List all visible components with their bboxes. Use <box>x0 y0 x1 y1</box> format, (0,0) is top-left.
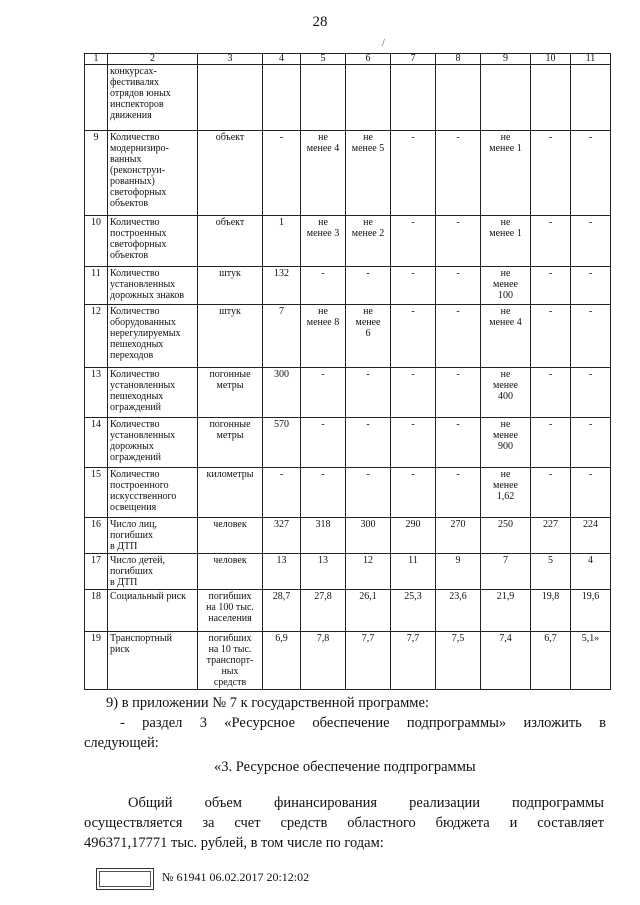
table-cell: 19 <box>85 632 108 690</box>
table-cell: 5 <box>531 554 571 590</box>
table-cell: - <box>263 131 301 216</box>
table-cell: - <box>436 216 481 267</box>
table-cell: - <box>436 267 481 305</box>
table-row <box>85 518 611 554</box>
table-cell: 5,1» <box>571 632 611 690</box>
table-row <box>85 267 611 305</box>
table-cell: штук <box>198 267 263 305</box>
body-line-3: 496371,17771 тыс. рублей, в том числе по годам: <box>84 835 384 851</box>
table-cell: 10 <box>85 216 108 267</box>
table-row <box>85 468 611 518</box>
table-cell: - <box>391 267 436 305</box>
header-cell: 7 <box>391 54 436 65</box>
table-cell: - <box>436 468 481 518</box>
table-cell <box>85 65 108 131</box>
table-cell: 13 <box>85 368 108 418</box>
table-cell: - <box>346 418 391 468</box>
table-cell: - <box>571 267 611 305</box>
table-cell: - <box>391 131 436 216</box>
table-cell: погонные метры <box>198 368 263 418</box>
indicator-name-cell: конкурсах- фестивалях отрядов юных инспекторов движения <box>108 65 198 131</box>
table-cell <box>198 65 263 131</box>
table-cell: погибших на 10 тыс. транспорт- ных средств <box>198 632 263 690</box>
indicator-name-cell: Количество построенных светофорных объектов <box>108 216 198 267</box>
table-cell: не менее 4 <box>301 131 346 216</box>
table-row <box>85 418 611 468</box>
header-cell: 11 <box>571 54 611 65</box>
table-cell: - <box>571 131 611 216</box>
table-row <box>85 131 611 216</box>
table-row <box>85 554 611 590</box>
table-cell: штук <box>198 305 263 368</box>
table-cell <box>346 65 391 131</box>
table-cell: 15 <box>85 468 108 518</box>
header-cell: 6 <box>346 54 391 65</box>
table-row <box>85 632 611 690</box>
header-cell: 8 <box>436 54 481 65</box>
table-cell: 26,1 <box>346 590 391 632</box>
table-cell: погонные метры <box>198 418 263 468</box>
indicator-name-cell: Количество установленных пешеходных ограждений <box>108 368 198 418</box>
table-cell: не менее 6 <box>346 305 391 368</box>
table-row <box>85 590 611 632</box>
page-number: 28 <box>312 14 328 30</box>
table-cell: - <box>531 131 571 216</box>
table-cell: - <box>571 418 611 468</box>
indicator-name-cell: Количество модернизиро- ванных (реконструи- рованных) светофорных объектов <box>108 131 198 216</box>
header-cell: 3 <box>198 54 263 65</box>
bullet-line-1: - раздел 3 «Ресурсное обеспечение подпрограммы» изложить в <box>120 715 606 731</box>
stamp-image <box>96 868 154 890</box>
table-cell: - <box>391 418 436 468</box>
table-cell: - <box>531 216 571 267</box>
section-heading: «3. Ресурсное обеспечение подпрограммы <box>214 759 476 775</box>
table-cell: 250 <box>481 518 531 554</box>
table-row <box>85 305 611 368</box>
header-cell: 10 <box>531 54 571 65</box>
table-cell <box>301 65 346 131</box>
table-cell: - <box>436 305 481 368</box>
table-cell: не менее 5 <box>346 131 391 216</box>
table-cell: 19,6 <box>571 590 611 632</box>
table-cell: - <box>301 368 346 418</box>
table-cell: 224 <box>571 518 611 554</box>
table-cell: не менее 8 <box>301 305 346 368</box>
header-cell: 1 <box>85 54 108 65</box>
table-cell: 227 <box>531 518 571 554</box>
table-cell: объект <box>198 131 263 216</box>
table-cell: 11 <box>391 554 436 590</box>
table-cell <box>571 65 611 131</box>
table-cell: 327 <box>263 518 301 554</box>
table-cell: 7 <box>263 305 301 368</box>
table-cell: 7,5 <box>436 632 481 690</box>
table-cell: - <box>346 267 391 305</box>
table-cell <box>436 65 481 131</box>
indicator-name-cell: Количество построенного искусственного освещения <box>108 468 198 518</box>
table-cell: километры <box>198 468 263 518</box>
table-cell: 132 <box>263 267 301 305</box>
table-cell <box>481 65 531 131</box>
table-cell: человек <box>198 518 263 554</box>
indicator-name-cell: Число детей, погибших в ДТП <box>108 554 198 590</box>
table-cell: 300 <box>263 368 301 418</box>
table-cell: - <box>346 368 391 418</box>
document-footer: № 61941 06.02.2017 20:12:02 <box>162 870 310 884</box>
table-cell: не менее 3 <box>301 216 346 267</box>
table-cell: 9 <box>436 554 481 590</box>
table-row <box>85 65 611 131</box>
table-cell: - <box>391 468 436 518</box>
table-cell <box>263 65 301 131</box>
indicator-name-cell: Транспортный риск <box>108 632 198 690</box>
table-cell: - <box>436 131 481 216</box>
table-cell: 300 <box>346 518 391 554</box>
table-cell: - <box>531 267 571 305</box>
table-row <box>85 368 611 418</box>
table-cell: - <box>301 468 346 518</box>
table-cell: не менее 900 <box>481 418 531 468</box>
header-cell: 2 <box>108 54 198 65</box>
item-9-line: 9) в приложении № 7 к государственной программе: <box>106 695 429 711</box>
table-cell: 28,7 <box>263 590 301 632</box>
table-cell: - <box>436 418 481 468</box>
header-cell: 9 <box>481 54 531 65</box>
table-cell: - <box>531 418 571 468</box>
table-row <box>85 216 611 267</box>
indicator-name-cell: Социальный риск <box>108 590 198 632</box>
table-cell: 23,6 <box>436 590 481 632</box>
table-cell: 4 <box>571 554 611 590</box>
table-cell: 18 <box>85 590 108 632</box>
table-cell: не менее 1 <box>481 131 531 216</box>
table-cell: не менее 4 <box>481 305 531 368</box>
table-cell: погибших на 100 тыс. населения <box>198 590 263 632</box>
table-header-row <box>85 54 611 65</box>
table-cell: - <box>346 468 391 518</box>
body-line-1: Общий объем финансирования реализации подпрограммы <box>128 795 604 811</box>
table-cell: - <box>571 468 611 518</box>
table-cell: не менее 1,62 <box>481 468 531 518</box>
table-cell: 6,9 <box>263 632 301 690</box>
table-cell: - <box>391 305 436 368</box>
indicator-name-cell: Количество установленных дорожных ограждений <box>108 418 198 468</box>
table-cell: 290 <box>391 518 436 554</box>
table-cell: - <box>531 468 571 518</box>
table-cell: 7,8 <box>301 632 346 690</box>
table-body <box>85 54 611 690</box>
table-cell: 21,9 <box>481 590 531 632</box>
table-cell: 17 <box>85 554 108 590</box>
table-cell: - <box>571 368 611 418</box>
table-cell: 570 <box>263 418 301 468</box>
table-cell: - <box>571 305 611 368</box>
table-cell: - <box>301 267 346 305</box>
bullet-line-2: следующей: <box>84 735 159 751</box>
table-cell: объект <box>198 216 263 267</box>
table-cell: 16 <box>85 518 108 554</box>
table-cell: - <box>531 305 571 368</box>
table-cell: - <box>391 368 436 418</box>
indicator-name-cell: Число лиц, погибших в ДТП <box>108 518 198 554</box>
table-cell: 270 <box>436 518 481 554</box>
table-cell: 7,4 <box>481 632 531 690</box>
table-cell: - <box>263 468 301 518</box>
table-cell: 11 <box>85 267 108 305</box>
header-cell: 5 <box>301 54 346 65</box>
table-cell: человек <box>198 554 263 590</box>
table-cell: 25,3 <box>391 590 436 632</box>
indicators-table <box>84 53 611 690</box>
table-cell: 1 <box>263 216 301 267</box>
table-cell: - <box>531 368 571 418</box>
table-cell: 7 <box>481 554 531 590</box>
table-cell: - <box>571 216 611 267</box>
pen-mark: / <box>382 38 385 49</box>
table-cell: 13 <box>263 554 301 590</box>
table-cell: 13 <box>301 554 346 590</box>
table-cell <box>531 65 571 131</box>
table-cell: 7,7 <box>391 632 436 690</box>
table-cell: - <box>436 368 481 418</box>
table-cell: 19,8 <box>531 590 571 632</box>
table-cell: 7,7 <box>346 632 391 690</box>
table-cell: не менее 2 <box>346 216 391 267</box>
header-cell: 4 <box>263 54 301 65</box>
indicator-name-cell: Количество оборудованных нерегулируемых пешеходных переходов <box>108 305 198 368</box>
table-cell: 27,8 <box>301 590 346 632</box>
table-cell: - <box>391 216 436 267</box>
table-cell: 12 <box>346 554 391 590</box>
indicator-name-cell: Количество установленных дорожных знаков <box>108 267 198 305</box>
table-cell: 6,7 <box>531 632 571 690</box>
table-cell: не менее 1 <box>481 216 531 267</box>
body-line-2: осуществляется за счет средств областного бюджета и составляет <box>84 815 604 831</box>
table-cell: 9 <box>85 131 108 216</box>
table-cell: 318 <box>301 518 346 554</box>
table-cell: не менее 100 <box>481 267 531 305</box>
table-cell: 12 <box>85 305 108 368</box>
table-cell: - <box>301 418 346 468</box>
table-cell <box>391 65 436 131</box>
table-cell: 14 <box>85 418 108 468</box>
table-cell: не менее 400 <box>481 368 531 418</box>
